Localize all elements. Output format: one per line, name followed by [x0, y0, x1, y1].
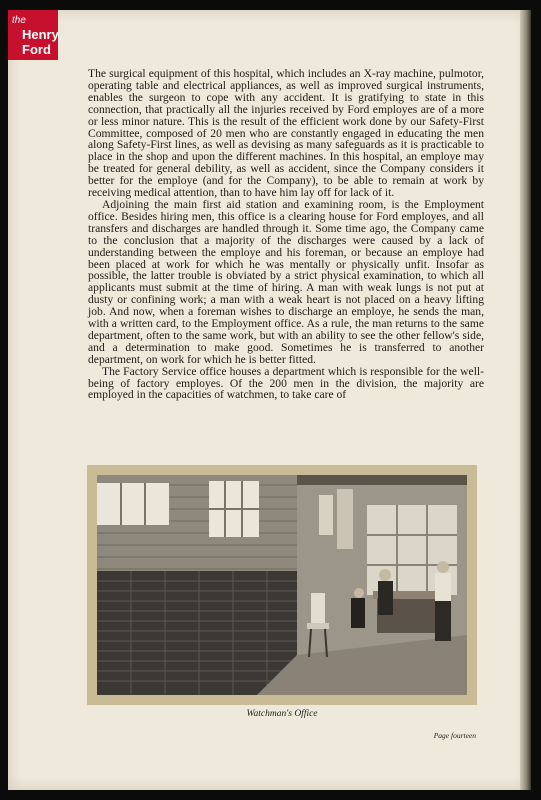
logo-line-ford: Ford [22, 42, 51, 57]
paragraph-employment-office: Adjoining the main first aid station and examining room, is the Employment office. Besides hiring men, this office is a clearing house for Ford employes, and all transfers and discharges are handled through it. Some time ago, the Company came to the conclusion that a majority of the discharges were caused by a lack of understanding between the employe and his foreman, or because an employe had been placed at work for which he was mentally or physically unfit. Insofar as possible, the latter trouble is obviated by a strict physical examination, to which all applicants must submit at the time of hiring. A man with weak lungs is not put at dusty or confining work; a man with a weak heart is not placed on a heavy lifting job. And now, when a foreman wishes to discharge an employe, he sends the man, with a written card, to the Employment office. As a rule, the man returns to the same department, often to the same work, but with an ability to see the other fellow's side, and a determination to make good. Sometimes he is transferred to another department, on work for which he is better fitted. [88, 197, 484, 366]
watchmans-office-photo [97, 475, 467, 695]
book-spine-edge [520, 10, 531, 790]
logo-line-henry: Henry [22, 27, 59, 42]
logo-line-the: the [12, 15, 26, 26]
paragraph-factory-service: The Factory Service office houses a department which is responsible for the well-being of factory employes. Of the 200 men in the division, the majority are employed in the capacities of watchmen, to take care of [88, 364, 484, 402]
photo-illustration [97, 475, 467, 695]
page-number: Page fourteen [433, 731, 476, 740]
photo-mount [87, 465, 477, 705]
photo-caption: Watchman's Office [246, 709, 318, 719]
paragraph-hospital: The surgical equipment of this hospital, which includes an X-ray machine, pulmotor, operating table and electrical appliances, as well as improved surgical instruments, enables the surgeon to cope with any accident. It is gratifying to state in this connection, that practically all the injuries received by Ford employes are of a more or less minor nature. This is the result of the efficient work done by our Safety-First Committee, composed of 20 men who are constantly engaged in educating the men along Safety-First lines, as well as devising as many safeguards as it is practicable to place in the shop and upon the different machines. In this hospital, an employe may be treated for general debility, as well as accident, since the Company considers it better for the employe (and for the Company), to be able to remain at work by receiving medical attention, than to have him lay off for lack of it. [88, 67, 484, 200]
henry-ford-logo[interactable] [8, 10, 58, 60]
body-text [88, 68, 484, 401]
